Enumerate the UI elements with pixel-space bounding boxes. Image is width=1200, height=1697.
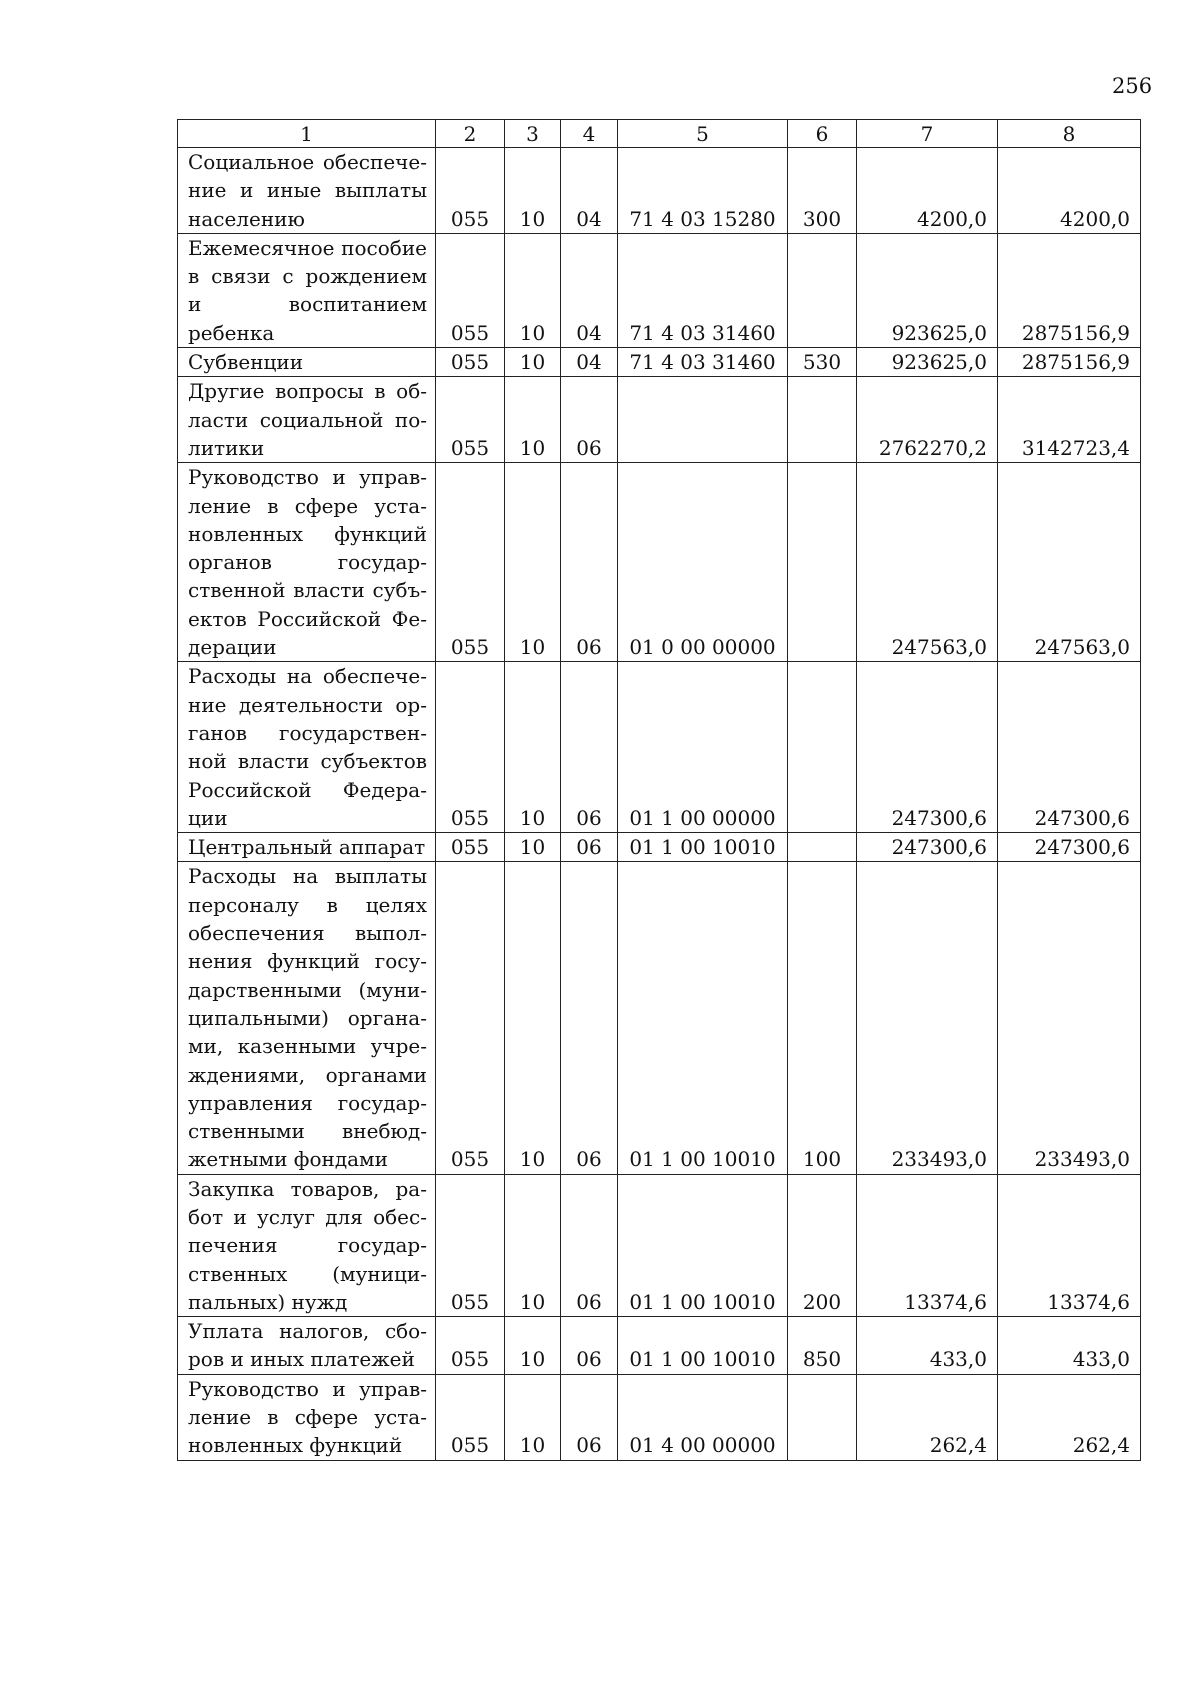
section-cell: 10 [505,1317,561,1375]
subsection-cell: 04 [561,233,618,347]
section-cell: 10 [505,1374,561,1460]
amount-col8-cell: 247300,6 [998,833,1141,862]
table-row [178,1374,1141,1460]
header-cell: 2 [436,120,505,148]
section-cell: 10 [505,833,561,862]
row-name-cell [178,862,436,1174]
amount-col8-cell: 2875156,9 [998,233,1141,347]
section-cell: 10 [505,463,561,662]
amount-col7-cell: 4200,0 [857,148,998,234]
target-article-cell: 71 4 03 15280 [618,148,788,234]
amount-col8-cell: 13374,6 [998,1174,1141,1316]
row-name-cell [178,148,436,234]
header-cell: 3 [505,120,561,148]
row-name-cell [178,233,436,347]
table-row [178,862,1141,1174]
amount-col8-cell: 247563,0 [998,463,1141,662]
subsection-cell: 06 [561,463,618,662]
target-article-cell: 01 4 00 00000 [618,1374,788,1460]
target-article-cell: 01 1 00 10010 [618,862,788,1174]
subsection-cell: 06 [561,1374,618,1460]
section-cell: 10 [505,348,561,377]
expense-type-cell [788,833,857,862]
header-cell: 5 [618,120,788,148]
section-cell: 10 [505,1174,561,1316]
header-cell: 6 [788,120,857,148]
table-row [178,833,1141,862]
section-cell: 10 [505,233,561,347]
amount-col8-cell: 433,0 [998,1317,1141,1375]
subsection-cell: 04 [561,348,618,377]
expense-type-cell [788,377,857,463]
row-name-cell [178,348,436,377]
admin-code-cell: 055 [436,463,505,662]
admin-code-cell: 055 [436,1317,505,1375]
amount-col7-cell: 233493,0 [857,862,998,1174]
row-name-text: Социальное обеспечение и иные выплаты населению [188,150,427,231]
row-name-cell [178,377,436,463]
section-cell: 10 [505,377,561,463]
amount-col7-cell: 262,4 [857,1374,998,1460]
row-name-cell [178,1174,436,1316]
row-name-text: Закупка товаров, работ и услуг для обеспечения государственных (муниципальных) нужд [188,1176,427,1314]
header-cell: 8 [998,120,1141,148]
row-name-text: Субвенции [188,350,304,375]
expense-type-cell: 850 [788,1317,857,1375]
admin-code-cell: 055 [436,148,505,234]
row-name-cell [178,1317,436,1375]
row-name-cell [178,463,436,662]
admin-code-cell: 055 [436,1374,505,1460]
section-cell: 10 [505,862,561,1174]
budget-table [177,119,1141,1461]
header-cell: 4 [561,120,618,148]
amount-col7-cell: 923625,0 [857,233,998,347]
amount-col8-cell: 247300,6 [998,662,1141,833]
page-number: 256 [1112,74,1153,98]
amount-col8-cell: 4200,0 [998,148,1141,234]
table-row [178,463,1141,662]
subsection-cell: 06 [561,833,618,862]
row-name-text: Расходы на выплаты персоналу в целях обеспечения выполнения функций государственными (муниципальными) органами, казенными учреждениями, органами управления государственными внебюджетными фондами [188,864,427,1172]
admin-code-cell: 055 [436,233,505,347]
table-row [178,1317,1141,1375]
subsection-cell: 06 [561,1174,618,1316]
expense-type-cell [788,463,857,662]
target-article-cell [618,377,788,463]
admin-code-cell: 055 [436,377,505,463]
target-article-cell: 01 1 00 10010 [618,1317,788,1375]
expense-type-cell: 100 [788,862,857,1174]
amount-col8-cell: 3142723,4 [998,377,1141,463]
amount-col8-cell: 2875156,9 [998,348,1141,377]
subsection-cell: 06 [561,1317,618,1375]
expense-type-cell [788,1374,857,1460]
admin-code-cell: 055 [436,862,505,1174]
amount-col7-cell: 247300,6 [857,662,998,833]
table-row [178,233,1141,347]
expense-type-cell: 530 [788,348,857,377]
row-name-text: Уплата налогов, сборов и иных платежей [188,1319,427,1372]
admin-code-cell: 055 [436,662,505,833]
amount-col7-cell: 433,0 [857,1317,998,1375]
target-article-cell: 01 1 00 00000 [618,662,788,833]
amount-col7-cell: 13374,6 [857,1174,998,1316]
table-row [178,148,1141,234]
row-name-cell [178,662,436,833]
target-article-cell: 01 1 00 10010 [618,833,788,862]
row-name-text: Руководство и управление в сфере установленных функций [188,1376,427,1458]
target-article-cell: 71 4 03 31460 [618,348,788,377]
row-name-text: Расходы на обеспечение деятельности органов государственной власти субъектов Российской Федерации [188,664,427,830]
section-cell: 10 [505,662,561,833]
amount-col7-cell: 2762270,2 [857,377,998,463]
subsection-cell: 06 [561,377,618,463]
expense-type-cell: 300 [788,148,857,234]
header-cell: 7 [857,120,998,148]
row-name-cell [178,1374,436,1460]
row-name-cell [178,833,436,862]
subsection-cell: 06 [561,862,618,1174]
table-row [178,1174,1141,1316]
row-name-text: Центральный аппарат [188,835,426,860]
row-name-text: Руководство и управление в сфере установленных функций органов государственной власти субъектов Российской Федерации [188,465,427,660]
row-name-text: Другие вопросы в области социальной политики [188,379,427,460]
amount-col7-cell: 923625,0 [857,348,998,377]
target-article-cell: 01 1 00 10010 [618,1174,788,1316]
header-row [178,120,1141,148]
header-cell: 1 [178,120,436,148]
target-article-cell: 01 0 00 00000 [618,463,788,662]
table-row [178,348,1141,377]
amount-col8-cell: 233493,0 [998,862,1141,1174]
admin-code-cell: 055 [436,348,505,377]
expense-type-cell [788,233,857,347]
section-cell: 10 [505,148,561,234]
subsection-cell: 04 [561,148,618,234]
admin-code-cell: 055 [436,833,505,862]
admin-code-cell: 055 [436,1174,505,1316]
row-name-text: Ежемесячное пособие в связи с рождением и воспитанием ребенка [188,235,427,345]
table-row [178,377,1141,463]
amount-col7-cell: 247300,6 [857,833,998,862]
expense-type-cell: 200 [788,1174,857,1316]
subsection-cell: 06 [561,662,618,833]
amount-col7-cell: 247563,0 [857,463,998,662]
amount-col8-cell: 262,4 [998,1374,1141,1460]
target-article-cell: 71 4 03 31460 [618,233,788,347]
table-row [178,662,1141,833]
expense-type-cell [788,662,857,833]
